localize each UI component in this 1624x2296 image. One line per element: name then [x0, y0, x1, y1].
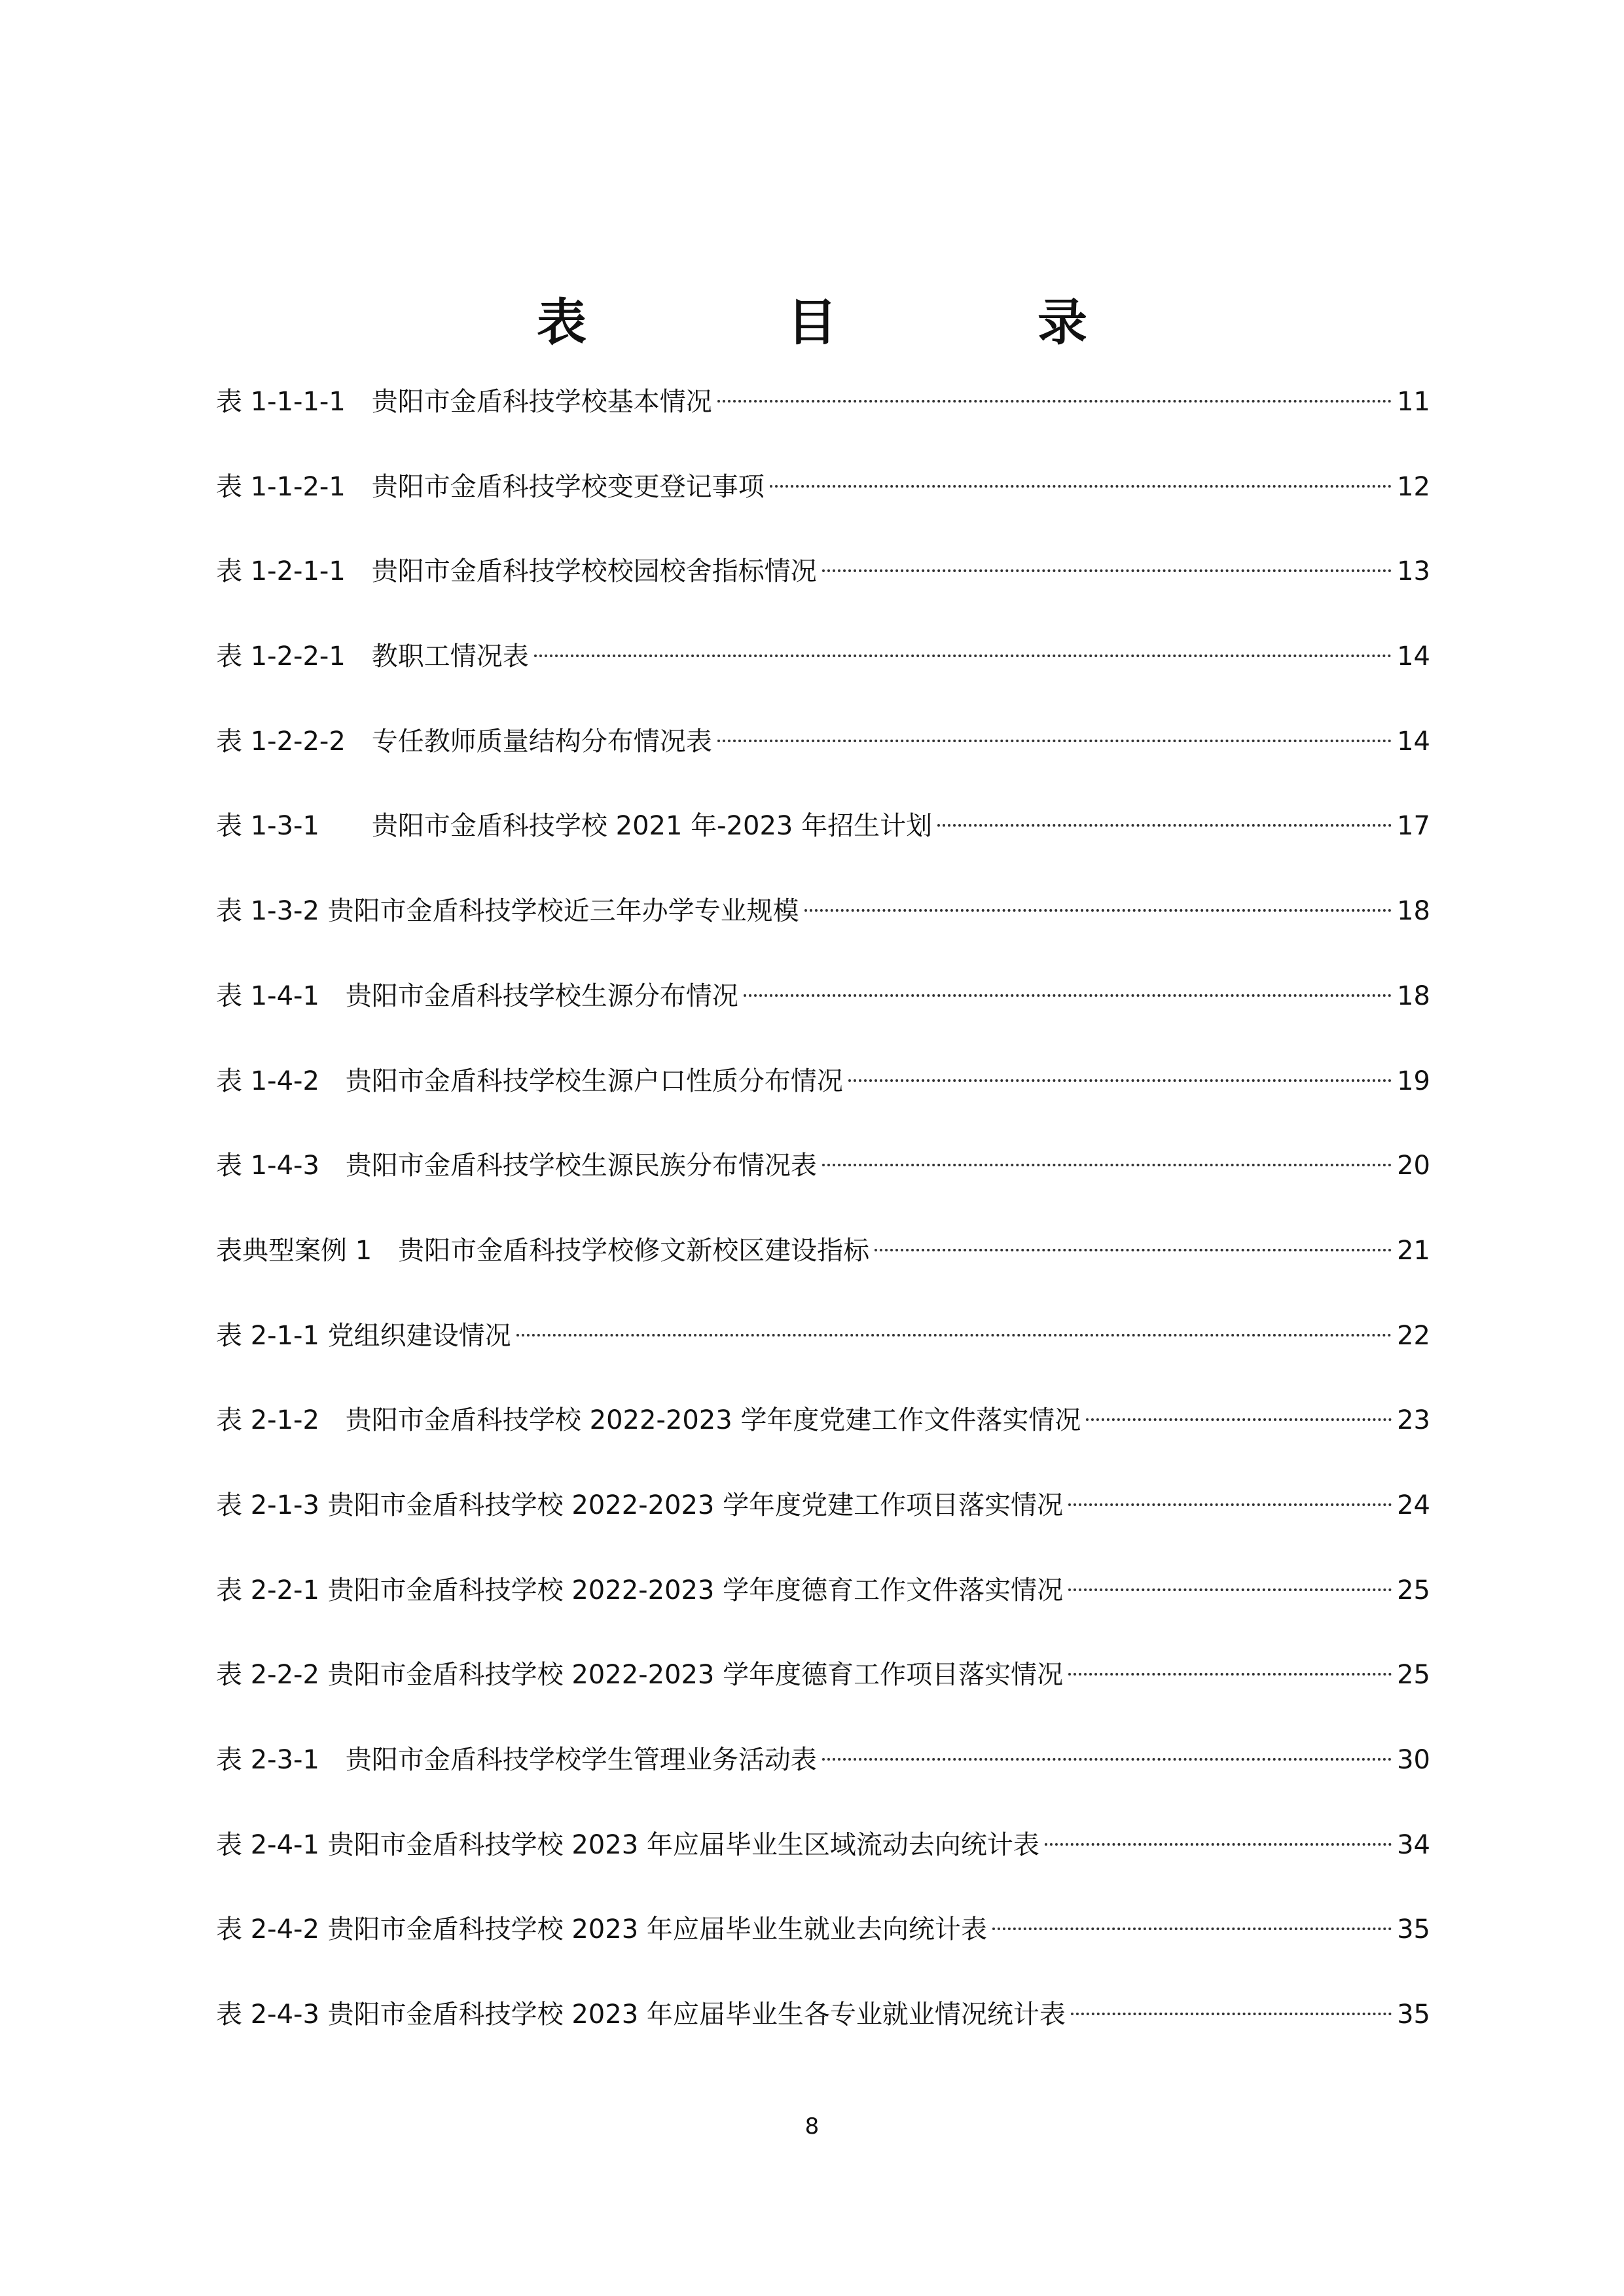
toc-entry-label: 表 2-1-3 贵阳市金盾科技学校 2022-2023 学年度党建工作项目落实情况 — [216, 1490, 1064, 1520]
toc-entry-page: 21 — [1397, 1235, 1430, 1266]
toc-entry-page: 11 — [1397, 387, 1430, 417]
toc-entry[interactable] — [216, 1735, 1430, 1820]
toc-entry-page: 17 — [1397, 811, 1430, 842]
toc-entry-label: 表 2-3-1 贵阳市金盾科技学校学生管理业务活动表 — [216, 1745, 817, 1775]
table-of-contents — [216, 377, 1430, 2075]
toc-entry-page: 25 — [1397, 1575, 1430, 1605]
toc-leader-dots — [848, 1079, 1392, 1082]
toc-entry-page: 14 — [1397, 641, 1430, 672]
toc-entry[interactable] — [216, 632, 1430, 717]
toc-entry[interactable] — [216, 1226, 1430, 1311]
toc-entry-label: 表 1-4-1 贵阳市金盾科技学校生源分布情况 — [216, 980, 738, 1011]
toc-entry-page: 14 — [1397, 726, 1430, 757]
toc-leader-dots — [1068, 1503, 1392, 1506]
toc-entry[interactable] — [216, 1480, 1430, 1566]
toc-leader-dots — [992, 1928, 1392, 1930]
toc-leader-dots — [875, 1249, 1392, 1251]
toc-entry[interactable] — [216, 1820, 1430, 1905]
toc-entry[interactable] — [216, 971, 1430, 1056]
toc-entry-label: 表 1-4-2 贵阳市金盾科技学校生源户口性质分布情况 — [216, 1066, 843, 1096]
toc-entry-label: 表 2-2-2 贵阳市金盾科技学校 2022-2023 学年度德育工作项目落实情况 — [216, 1660, 1064, 1691]
toc-entry[interactable] — [216, 462, 1430, 547]
toc-entry-page: 30 — [1397, 1745, 1430, 1775]
toc-entry-page: 20 — [1397, 1151, 1430, 1181]
toc-entry-page: 34 — [1397, 1829, 1430, 1860]
toc-entry-page: 25 — [1397, 1660, 1430, 1691]
toc-entry-page: 12 — [1397, 471, 1430, 502]
page-number: 8 — [804, 2113, 820, 2140]
toc-entry[interactable] — [216, 801, 1430, 886]
toc-leader-dots — [1068, 1673, 1392, 1676]
toc-entry-page: 23 — [1397, 1405, 1430, 1436]
toc-leader-dots — [770, 485, 1392, 488]
toc-entry-label: 表 1-2-2-2 专任教师质量结构分布情况表 — [216, 726, 712, 757]
toc-leader-dots — [804, 909, 1392, 912]
toc-entry[interactable] — [216, 1395, 1430, 1480]
toc-entry[interactable] — [216, 717, 1430, 802]
toc-entry-page: 18 — [1397, 896, 1430, 927]
toc-leader-dots — [1071, 2013, 1392, 2015]
toc-entry-label: 表 1-4-3 贵阳市金盾科技学校生源民族分布情况表 — [216, 1151, 817, 1181]
toc-leader-dots — [534, 655, 1392, 657]
toc-entry-page: 24 — [1397, 1490, 1430, 1520]
toc-entry-page: 35 — [1397, 2000, 1430, 2030]
toc-entry[interactable] — [216, 886, 1430, 971]
toc-leader-dots — [717, 740, 1392, 742]
toc-entry-label: 表 1-3-2 贵阳市金盾科技学校近三年办学专业规模 — [216, 896, 799, 927]
toc-leader-dots — [717, 400, 1392, 403]
toc-entry-label: 表 1-2-2-1 教职工情况表 — [216, 641, 529, 672]
toc-entry-label: 表 2-1-1 党组织建设情况 — [216, 1320, 511, 1351]
toc-entry[interactable] — [216, 1566, 1430, 1651]
toc-entry[interactable] — [216, 1905, 1430, 1990]
toc-entry-label: 表 2-4-2 贵阳市金盾科技学校 2023 年应届毕业生就业去向统计表 — [216, 1914, 987, 1945]
toc-entry-label: 表 2-2-1 贵阳市金盾科技学校 2022-2023 学年度德育工作文件落实情况 — [216, 1575, 1064, 1605]
toc-leader-dots — [937, 824, 1392, 827]
toc-entry-page: 19 — [1397, 1066, 1430, 1096]
toc-entry-page: 35 — [1397, 1914, 1430, 1945]
toc-entry[interactable] — [216, 1141, 1430, 1226]
toc-leader-dots — [1086, 1418, 1392, 1421]
toc-entry-page: 18 — [1397, 980, 1430, 1011]
toc-leader-dots — [516, 1334, 1392, 1336]
toc-leader-dots — [822, 1164, 1392, 1166]
toc-entry-label: 表 1-3-1 贵阳市金盾科技学校 2021 年-2023 年招生计划 — [216, 811, 933, 842]
toc-entry-label: 表 1-2-1-1 贵阳市金盾科技学校校园校舍指标情况 — [216, 556, 817, 587]
toc-entry-page: 22 — [1397, 1320, 1430, 1351]
toc-entry-label: 表 2-1-2 贵阳市金盾科技学校 2022-2023 学年度党建工作文件落实情况 — [216, 1405, 1081, 1436]
toc-entry[interactable] — [216, 547, 1430, 632]
toc-entry-label: 表 1-1-1-1 贵阳市金盾科技学校基本情况 — [216, 387, 712, 417]
toc-entry[interactable] — [216, 1650, 1430, 1735]
toc-entry-label: 表 2-4-1 贵阳市金盾科技学校 2023 年应届毕业生区域流动去向统计表 — [216, 1829, 1039, 1860]
toc-leader-dots — [1068, 1588, 1392, 1591]
toc-entry[interactable] — [216, 377, 1430, 462]
toc-entry-label: 表 2-4-3 贵阳市金盾科技学校 2023 年应届毕业生各专业就业情况统计表 — [216, 2000, 1066, 2030]
toc-leader-dots — [822, 569, 1392, 572]
toc-entry[interactable] — [216, 1311, 1430, 1396]
page-title: 表 目 录 — [537, 293, 1179, 351]
toc-leader-dots — [822, 1758, 1392, 1761]
toc-entry[interactable] — [216, 1990, 1430, 2075]
toc-entry-page: 13 — [1397, 556, 1430, 587]
toc-entry-label: 表 1-1-2-1 贵阳市金盾科技学校变更登记事项 — [216, 471, 765, 502]
toc-entry[interactable] — [216, 1056, 1430, 1141]
toc-entry-label: 表典型案例 1 贵阳市金盾科技学校修文新校区建设指标 — [216, 1235, 870, 1266]
toc-leader-dots — [1045, 1843, 1392, 1846]
toc-leader-dots — [744, 994, 1392, 997]
